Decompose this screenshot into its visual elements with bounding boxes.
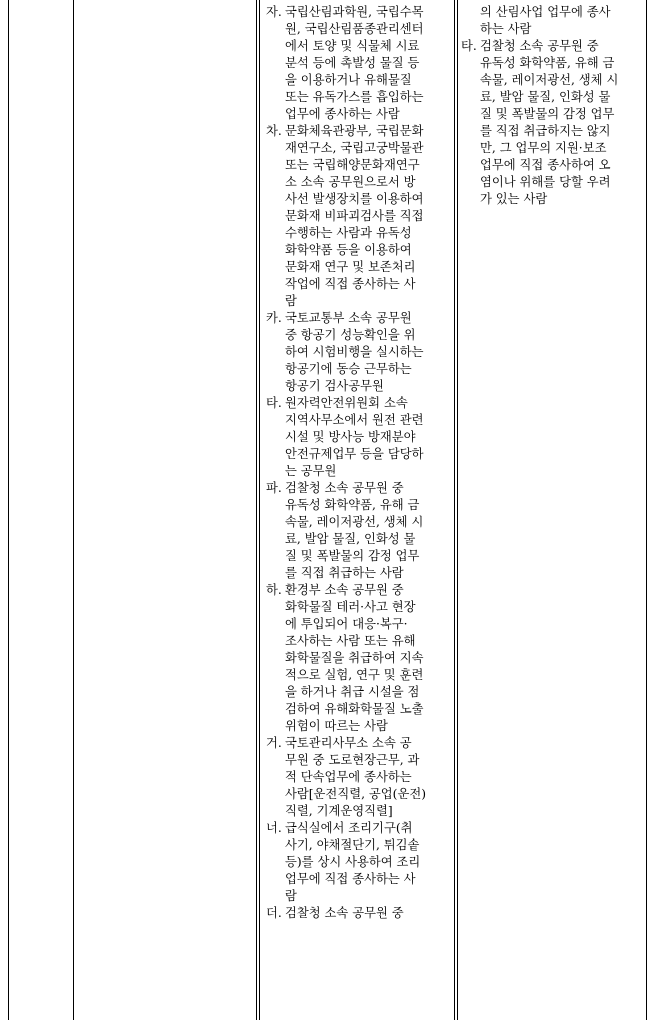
text-line: 업무에 종사하는 사람 bbox=[285, 107, 400, 121]
text-line: 지역사무소에서 원전 관련 bbox=[285, 413, 424, 427]
text-line: 원자력안전위원회 소속 bbox=[285, 396, 408, 410]
text-line: 중 항공기 성능확인을 위 bbox=[285, 328, 416, 342]
list-item bbox=[461, 38, 641, 208]
text-line: 에서 토양 및 식물체 시료 bbox=[285, 39, 420, 53]
list-item bbox=[266, 123, 450, 310]
text-line: 람 bbox=[285, 294, 297, 308]
list-item bbox=[266, 820, 450, 905]
text-line: 문화재 비파괴검사를 직접 bbox=[285, 209, 424, 223]
text-line: 시설 및 방사능 방재분야 bbox=[285, 430, 416, 444]
text-line: 을 하거나 취급 시설을 점 bbox=[285, 685, 420, 699]
text-line: 질 및 폭발물의 감정 업무 bbox=[285, 549, 420, 563]
item-marker: 타. bbox=[266, 396, 282, 410]
text-line: 료, 발암 물질, 인화성 물 bbox=[480, 90, 611, 104]
text-line: 사람[운전직렬, 공업(운전) bbox=[285, 787, 426, 801]
text-line: 를 직접 취급하지는 않지 bbox=[480, 124, 611, 138]
column-4-text bbox=[461, 4, 641, 208]
text-line: 항공기에 동승 근무하는 bbox=[285, 362, 412, 376]
list-item bbox=[266, 395, 450, 480]
text-line: 원, 국립산림품종관리센터 bbox=[285, 22, 424, 36]
text-line: 환경부 소속 공무원 중 bbox=[285, 583, 404, 597]
text-line: 또는 유독가스를 흡입하는 bbox=[285, 90, 424, 104]
text-line: 국립산림과학원, 국립수목 bbox=[285, 5, 424, 19]
text-line: 국토관리사무소 소속 공 bbox=[285, 736, 412, 750]
text-line: 직렬, 기계운영직렬] bbox=[285, 804, 393, 818]
text-line: 문화재 연구 및 보존처리 bbox=[285, 260, 416, 274]
text-line: 사기, 야채절단기, 튀김솥 bbox=[285, 838, 420, 852]
text-line: 적으로 실험, 연구 및 훈련 bbox=[285, 668, 424, 682]
text-line: 업무에 직접 종사하여 오 bbox=[480, 158, 611, 172]
text-line: 무원 중 도로현장근무, 과 bbox=[285, 753, 420, 767]
text-line: 만, 그 업무의 지원·보조 bbox=[480, 141, 607, 155]
text-line: 국토교통부 소속 공무원 bbox=[285, 311, 412, 325]
text-line: 분석 등에 촉발성 물질 등 bbox=[285, 56, 420, 70]
item-marker: 더. bbox=[266, 906, 282, 920]
text-line: 하는 사람 bbox=[480, 22, 532, 36]
item-marker: 타. bbox=[461, 39, 477, 53]
text-line: 는 공무원 bbox=[285, 464, 337, 478]
text-line: 항공기 검사공무원 bbox=[285, 379, 384, 393]
item-marker: 카. bbox=[266, 311, 282, 325]
text-line: 화학물질 테러·사고 현장 bbox=[285, 600, 416, 614]
list-item bbox=[266, 310, 450, 395]
text-line: 료, 발암 물질, 인화성 물 bbox=[285, 532, 416, 546]
text-line: 작업에 직접 종사하는 사 bbox=[285, 277, 416, 291]
text-line: 위험이 따르는 사람 bbox=[285, 719, 388, 733]
item-marker: 거. bbox=[266, 736, 282, 750]
text-line: 또는 국립해양문화재연구 bbox=[285, 158, 420, 172]
item-marker: 너. bbox=[266, 821, 282, 835]
column-divider-2b bbox=[259, 0, 260, 1020]
text-line: 검찰청 소속 공무원 중 bbox=[285, 481, 404, 495]
text-line: 조사하는 사람 또는 유해 bbox=[285, 634, 416, 648]
item-marker: 차. bbox=[266, 124, 282, 138]
list-item bbox=[266, 582, 450, 735]
text-line: 급식실에서 조리기구(취 bbox=[285, 821, 413, 835]
text-line: 화학물질을 취급하여 지속 bbox=[285, 651, 424, 665]
list-item bbox=[266, 735, 450, 820]
text-line: 재연구소, 국립고궁박물관 bbox=[285, 141, 424, 155]
text-line: 가 있는 사람 bbox=[480, 192, 548, 206]
text-line: 유독성 화학약품, 유해 금 bbox=[480, 56, 615, 70]
item-marker: 자. bbox=[266, 5, 282, 19]
table-border-left bbox=[8, 0, 9, 1020]
continued-text bbox=[461, 4, 641, 38]
text-line: 등)를 상시 사용하여 조리 bbox=[285, 855, 421, 869]
text-line: 유독성 화학약품, 유해 금 bbox=[285, 498, 420, 512]
text-line: 의 산림사업 업무에 종사 bbox=[480, 5, 611, 19]
text-line: 문화체육관광부, 국립문화 bbox=[285, 124, 424, 138]
text-line: 염이나 위해를 당할 우려 bbox=[480, 175, 611, 189]
text-line: 안전규제업무 등을 담당하 bbox=[285, 447, 424, 461]
text-line: 속물, 레이저광선, 생체 시 bbox=[285, 515, 424, 529]
column-divider-1 bbox=[73, 0, 74, 1020]
list-item bbox=[266, 480, 450, 582]
text-line: 소 소속 공무원으로서 방 bbox=[285, 175, 416, 189]
column-divider-2a bbox=[256, 0, 257, 1020]
text-line: 사선 발생장치를 이용하여 bbox=[285, 192, 424, 206]
text-line: 를 직접 취급하는 사람 bbox=[285, 566, 404, 580]
item-marker: 파. bbox=[266, 481, 282, 495]
column-divider-3a bbox=[454, 0, 455, 1020]
column-3-text bbox=[266, 4, 450, 922]
text-line: 검찰청 소속 공무원 중 bbox=[480, 39, 599, 53]
list-item bbox=[266, 4, 450, 123]
text-line: 람 bbox=[285, 889, 297, 903]
text-line: 화학약품 등을 이용하여 bbox=[285, 243, 412, 257]
text-line: 질 및 폭발물의 감정 업무 bbox=[480, 107, 615, 121]
list-item bbox=[266, 905, 450, 922]
text-line: 업무에 직접 종사하는 사 bbox=[285, 872, 416, 886]
text-line: 하여 시험비행을 실시하는 bbox=[285, 345, 424, 359]
text-line: 검하여 유해화학물질 노출 bbox=[285, 702, 424, 716]
text-line: 검찰청 소속 공무원 중 bbox=[285, 906, 404, 920]
text-line: 속물, 레이저광선, 생체 시 bbox=[480, 73, 619, 87]
text-line: 에 투입되어 대응·복구· bbox=[285, 617, 408, 631]
text-line: 수행하는 사람과 유독성 bbox=[285, 226, 412, 240]
text-line: 적 단속업무에 종사하는 bbox=[285, 770, 412, 784]
column-divider-3b bbox=[457, 0, 458, 1020]
table-border-right bbox=[646, 0, 647, 1020]
item-marker: 하. bbox=[266, 583, 282, 597]
text-line: 을 이용하거나 유해물질 bbox=[285, 73, 412, 87]
